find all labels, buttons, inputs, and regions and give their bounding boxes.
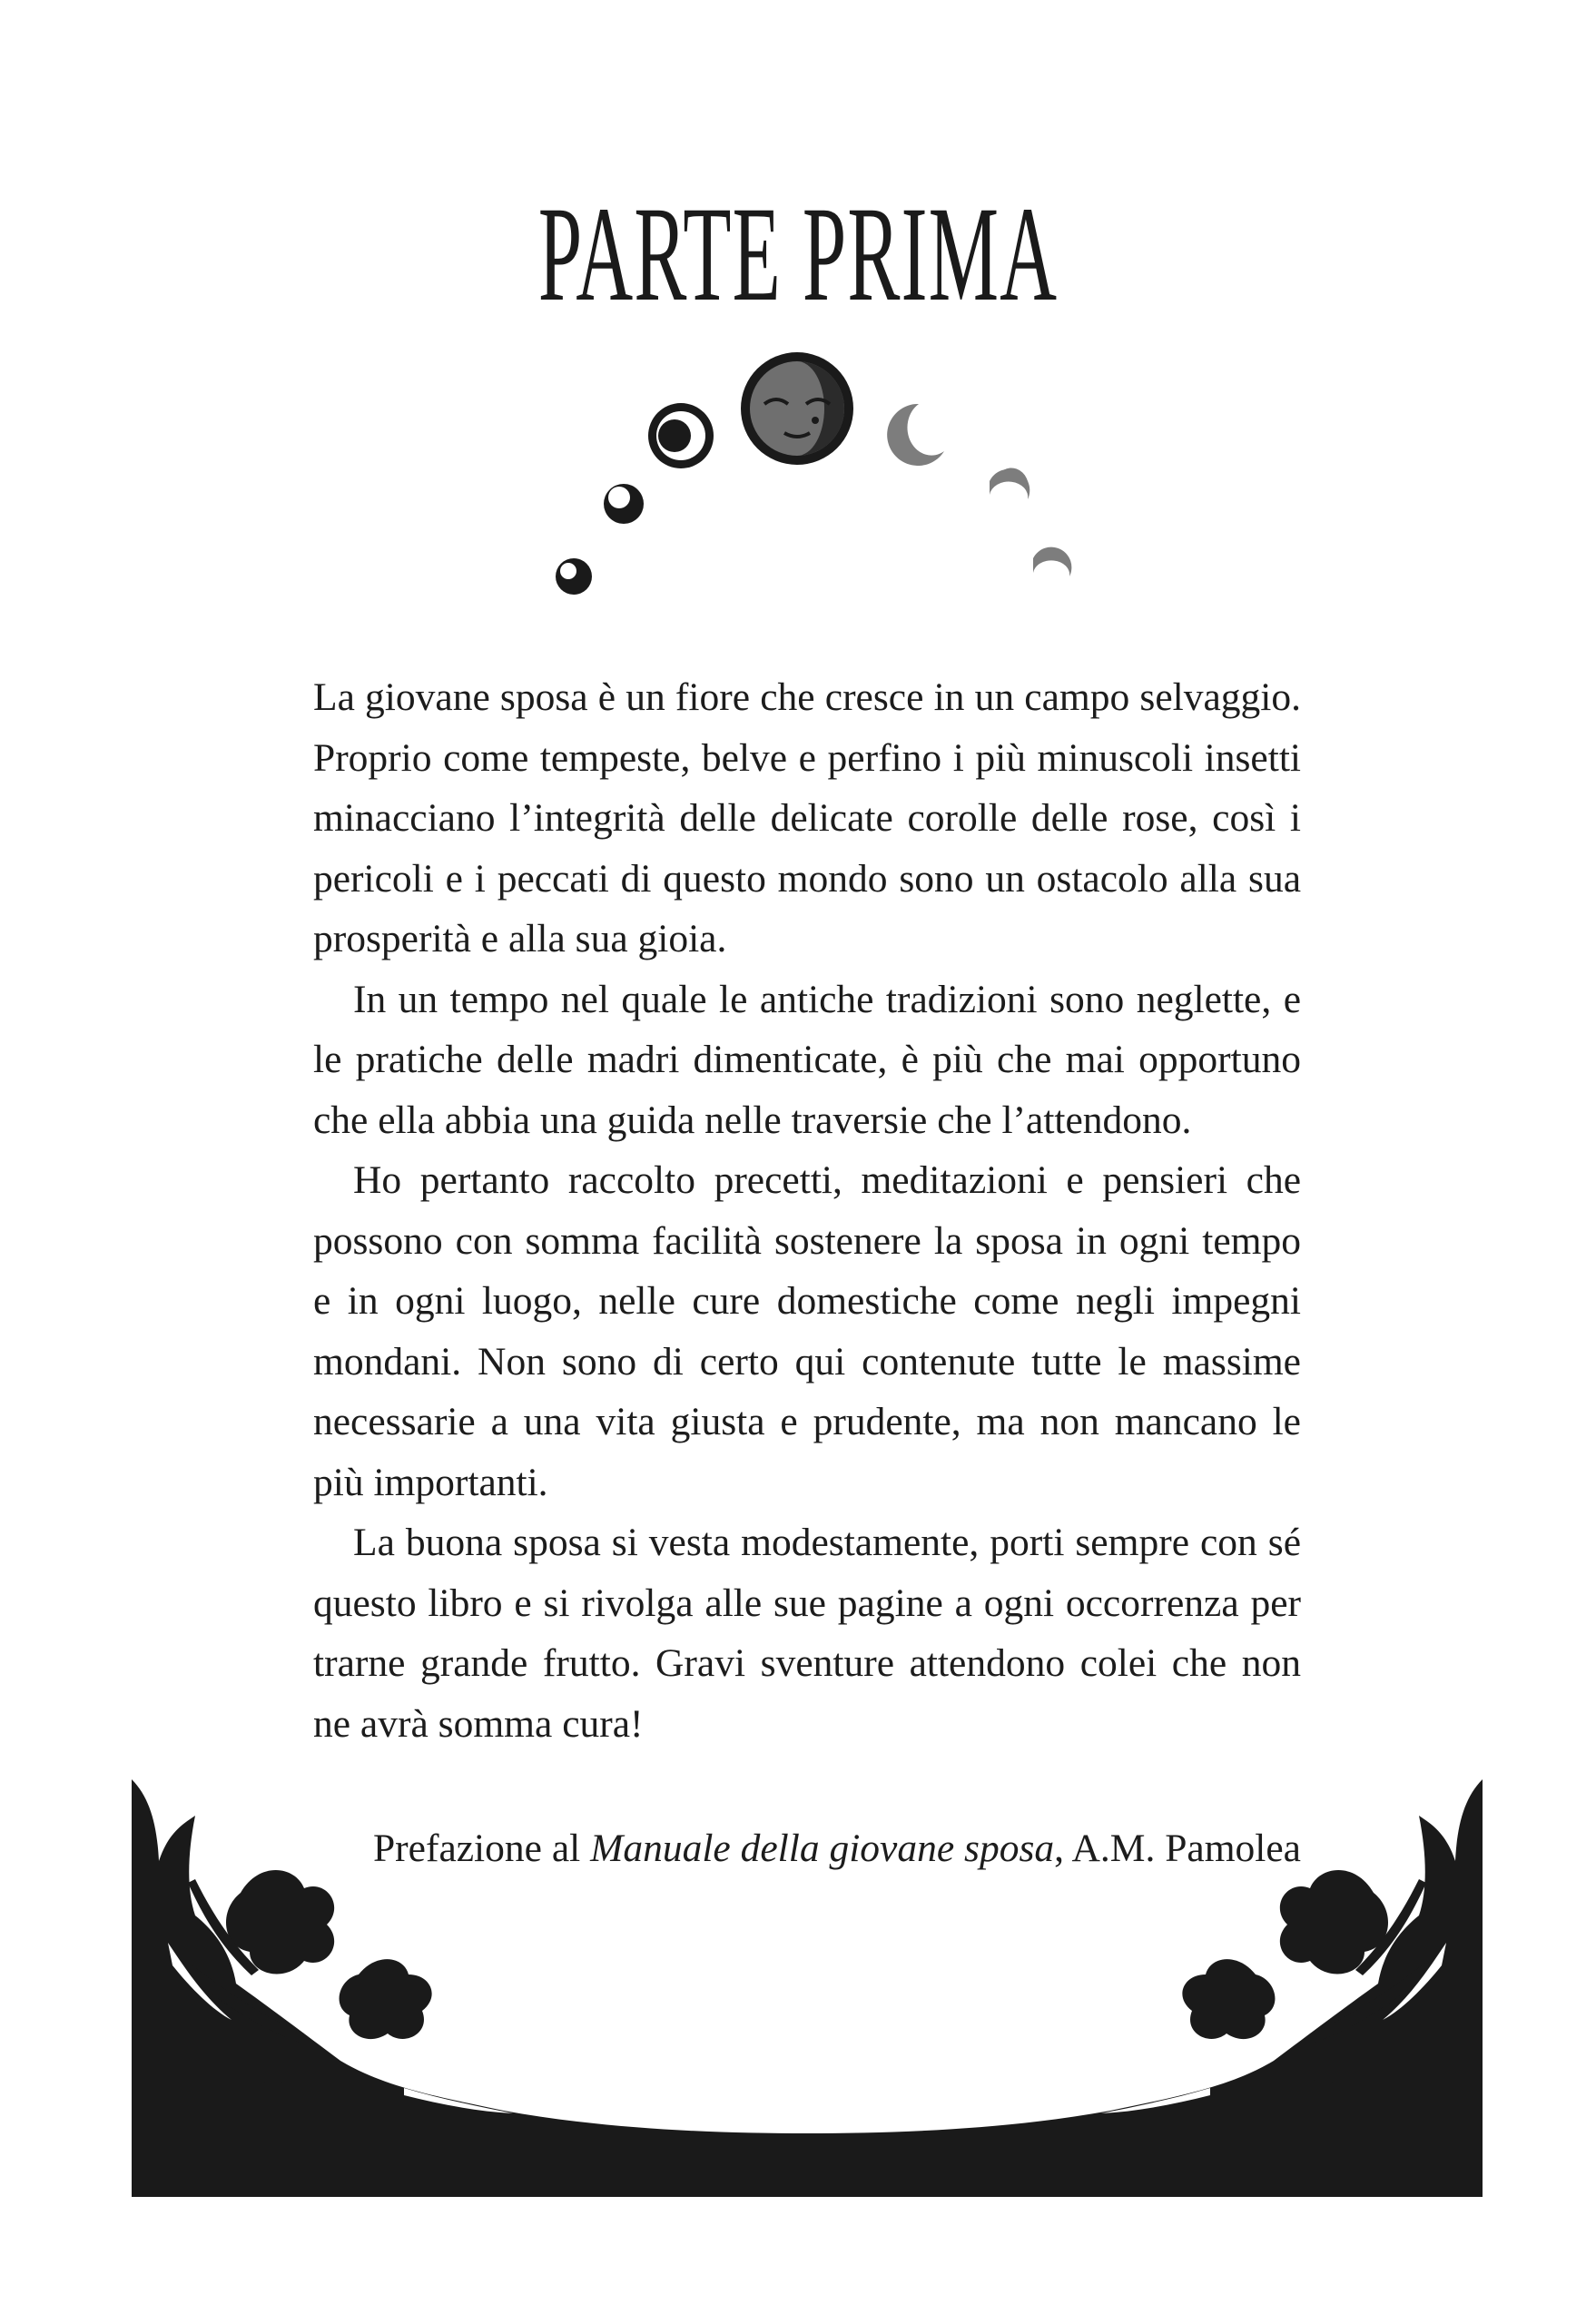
attribution-work-title: Manuale della giovane sposa [590,1827,1055,1870]
paragraph: Ho pertanto raccolto precetti, meditazioni e pensieri che possono con somma facilità sostenere la sposa in ogni tempo e in ogni luogo, nelle cure domestiche come negli impegni mondani. Non sono di certo qui contenute tutte le massime necessarie a una vita giusta e prudente, ma non mancano le più importanti. [313,1158,1301,1504]
floral-frame-icon [132,1761,1483,2197]
page-title: PARTE PRIMA [537,179,1059,330]
paragraph: La buona sposa si vesta modestamente, porti sempre con sé questo libro e si rivolga alle sue pagine a ogni occorrenza per trarne grande frutto. Gravi sventure attendono colei che non ne avrà somma cura! [313,1521,1301,1746]
waning-moons [887,404,1071,576]
paragraph: In un tempo nel quale le antiche tradizioni sono neglette, e le pratiche delle madri dimenticate, è più che mai opportuno che ella abbia una guida nelle traversie che l’attendono. [313,977,1301,1142]
paragraph: La giovane sposa è un fiore che cresce in un campo selvaggio. Proprio come tempeste, belve e perfino i più minuscoli insetti minacciano l’integrità delle delicate corolle delle rose, così i pericoli e i peccati di questo mondo sono un ostacolo alla sua prosperità e alla sua gioia. [313,675,1301,960]
full-moon-icon [741,352,853,465]
attribution-author: , A.M. Pamolea [1054,1827,1301,1870]
attribution-prefix: Prefazione al [372,1827,591,1870]
moon-phases-icon [527,350,1089,622]
preface-text [313,667,1301,1754]
